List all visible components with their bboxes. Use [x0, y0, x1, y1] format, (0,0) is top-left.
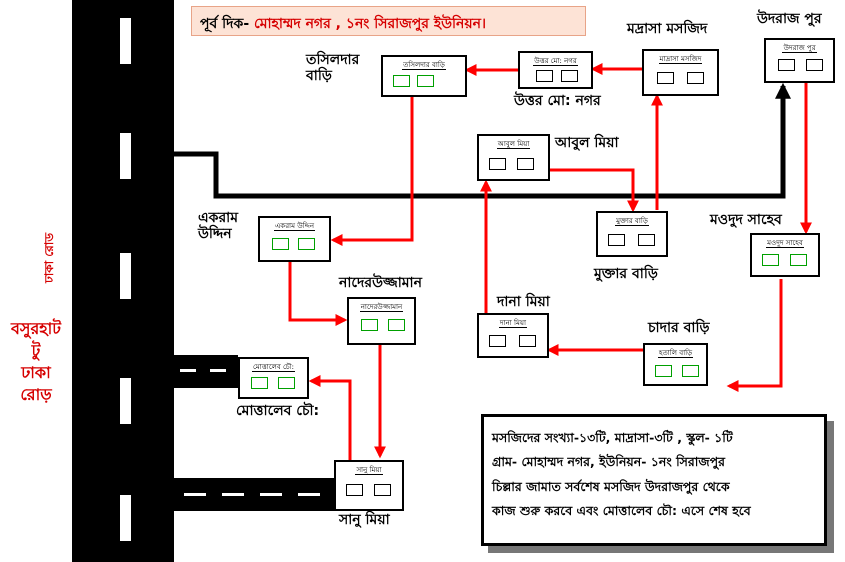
house-marker — [536, 70, 553, 82]
label-madrasa-mosjid: মদ্রাসা মসজিদ — [627, 21, 708, 37]
node-madrasa-mosjid — [642, 49, 719, 96]
house-marker — [561, 70, 578, 82]
road-name — [0, 318, 72, 406]
label-sanu-mia: সানু মিয়া — [339, 512, 390, 528]
house-marker — [251, 377, 268, 389]
label-mottalib-chow: মোত্তালেব চৌ: — [236, 403, 320, 419]
house-marker — [790, 254, 807, 266]
house-marker — [489, 335, 506, 347]
house-marker — [489, 158, 506, 170]
label-muktar-bari: মুক্তার বাড়ি — [594, 266, 658, 282]
house-marker — [657, 72, 674, 84]
side-road-upper — [174, 355, 238, 388]
node-sanu-mia — [334, 460, 404, 511]
house-marker — [687, 72, 704, 84]
label-hotali-bari: চাদার বাড়ি — [648, 320, 710, 336]
road-name-line: বসুরহাট — [10, 319, 62, 338]
node-nader-uzzaman — [347, 297, 416, 345]
node-inner-label: তসিলদার বাড়ি — [403, 61, 445, 69]
node-inner-label: আবুল মিয়া — [497, 140, 530, 148]
title-prefix: পূর্ব দিক- — [200, 16, 250, 32]
node-inner-label: উদরাজ পুর — [783, 44, 816, 52]
node-tosildar-bari — [381, 55, 467, 97]
road-name-line: টু — [31, 341, 41, 361]
side-road-lower — [174, 478, 334, 511]
house-marker — [517, 158, 534, 170]
house-marker — [361, 319, 378, 331]
node-inner-label: মাদ্রাসা মসজিদ — [659, 55, 702, 63]
house-marker — [298, 238, 315, 250]
node-inner-label: সানু মিয়া — [356, 466, 382, 474]
house-marker — [778, 59, 795, 71]
node-muktar-bari — [596, 211, 668, 257]
arrow-sanu-to-mottalib — [311, 381, 350, 460]
house-marker — [346, 484, 363, 496]
node-uttor-md-nagar — [518, 51, 593, 89]
node-mottalib-chow — [238, 357, 309, 399]
node-inner-label: একরাম উদ্দিন — [274, 222, 315, 230]
house-marker — [393, 75, 410, 87]
house-marker — [682, 365, 699, 377]
node-udoraj-pur — [764, 38, 835, 83]
node-dana-mia — [477, 313, 549, 358]
house-marker — [417, 75, 434, 87]
house-marker — [278, 377, 295, 389]
node-inner-label: হতালি বাড়ি — [658, 349, 693, 357]
route-arrows — [290, 69, 806, 460]
node-abul-mia — [477, 134, 550, 181]
info-box — [481, 414, 827, 546]
node-akram-uddin — [258, 216, 331, 262]
label-uttor-md-nagar: উত্তর মো: নগর — [514, 93, 601, 109]
info-line: কাজ শুরু করবে এবং মোত্তালেব চৌ: এসে শেষ হবে — [492, 503, 751, 519]
label-dana-mia: দানা মিয়া — [497, 294, 550, 310]
node-inner-label: নাদেরউজ্জামান — [360, 303, 403, 311]
label-abul-mia: আবুল মিয়া — [555, 135, 619, 151]
arrow-tosildar-to-akram — [333, 97, 412, 240]
house-marker — [374, 484, 391, 496]
house-marker — [806, 59, 823, 71]
title-text: মোহাম্মদ নগর , ১নং সিরাজপুর ইউনিয়ন। — [254, 16, 486, 32]
info-line: মসজিদের সংখ্যা-১৩টি, মাদ্রাসা-৩টি , স্কুল- ১টি — [492, 430, 733, 445]
map-title — [191, 6, 586, 36]
road-name-line: ঢাকা — [21, 363, 51, 383]
house-marker — [519, 335, 536, 347]
arrow-akram-to-nader — [290, 262, 345, 320]
arrow-abul-to-muktar — [550, 170, 633, 210]
node-hotali-bari — [643, 343, 708, 386]
road-name-line: রোড় — [20, 385, 52, 405]
info-line: গ্রাম- মোহাম্মদ নগর, ইউনিয়ন- ১নং সিরাজপুর — [492, 454, 725, 470]
house-marker — [272, 238, 289, 250]
label-tosildar-bari: তসিলদার বাড়ি — [306, 52, 360, 85]
label-akram-uddin: একরাম উদ্দিন — [198, 210, 238, 243]
node-inner-label: মোত্তালেব চৌ: — [253, 363, 294, 371]
house-marker — [388, 319, 405, 331]
node-moudud-saheb — [750, 233, 820, 277]
house-marker — [655, 365, 672, 377]
label-udoraj-pur: উদরাজ পুর — [757, 11, 822, 27]
node-inner-label: মুক্তার বাড়ি — [616, 217, 648, 225]
road-vertical-label: ঢাকা রোড — [42, 232, 57, 284]
node-inner-label: উত্তর মো: নগর — [534, 57, 577, 65]
node-inner-label: মওদুদ সাহেব — [767, 239, 803, 247]
house-marker — [638, 234, 655, 246]
house-marker — [762, 254, 779, 266]
info-line: চিল্লার জামাত সর্বশেষ মসজিদ উদরাজপুর থেকে — [492, 478, 730, 494]
label-nader-uzzaman: নাদেরউজ্জামান — [339, 275, 422, 291]
arrow-moudud-to-hotali — [729, 279, 781, 386]
node-inner-label: দানা মিয়া — [499, 319, 527, 327]
label-moudud-saheb: মওদুদ সাহেব — [710, 212, 782, 228]
house-marker — [608, 234, 625, 246]
